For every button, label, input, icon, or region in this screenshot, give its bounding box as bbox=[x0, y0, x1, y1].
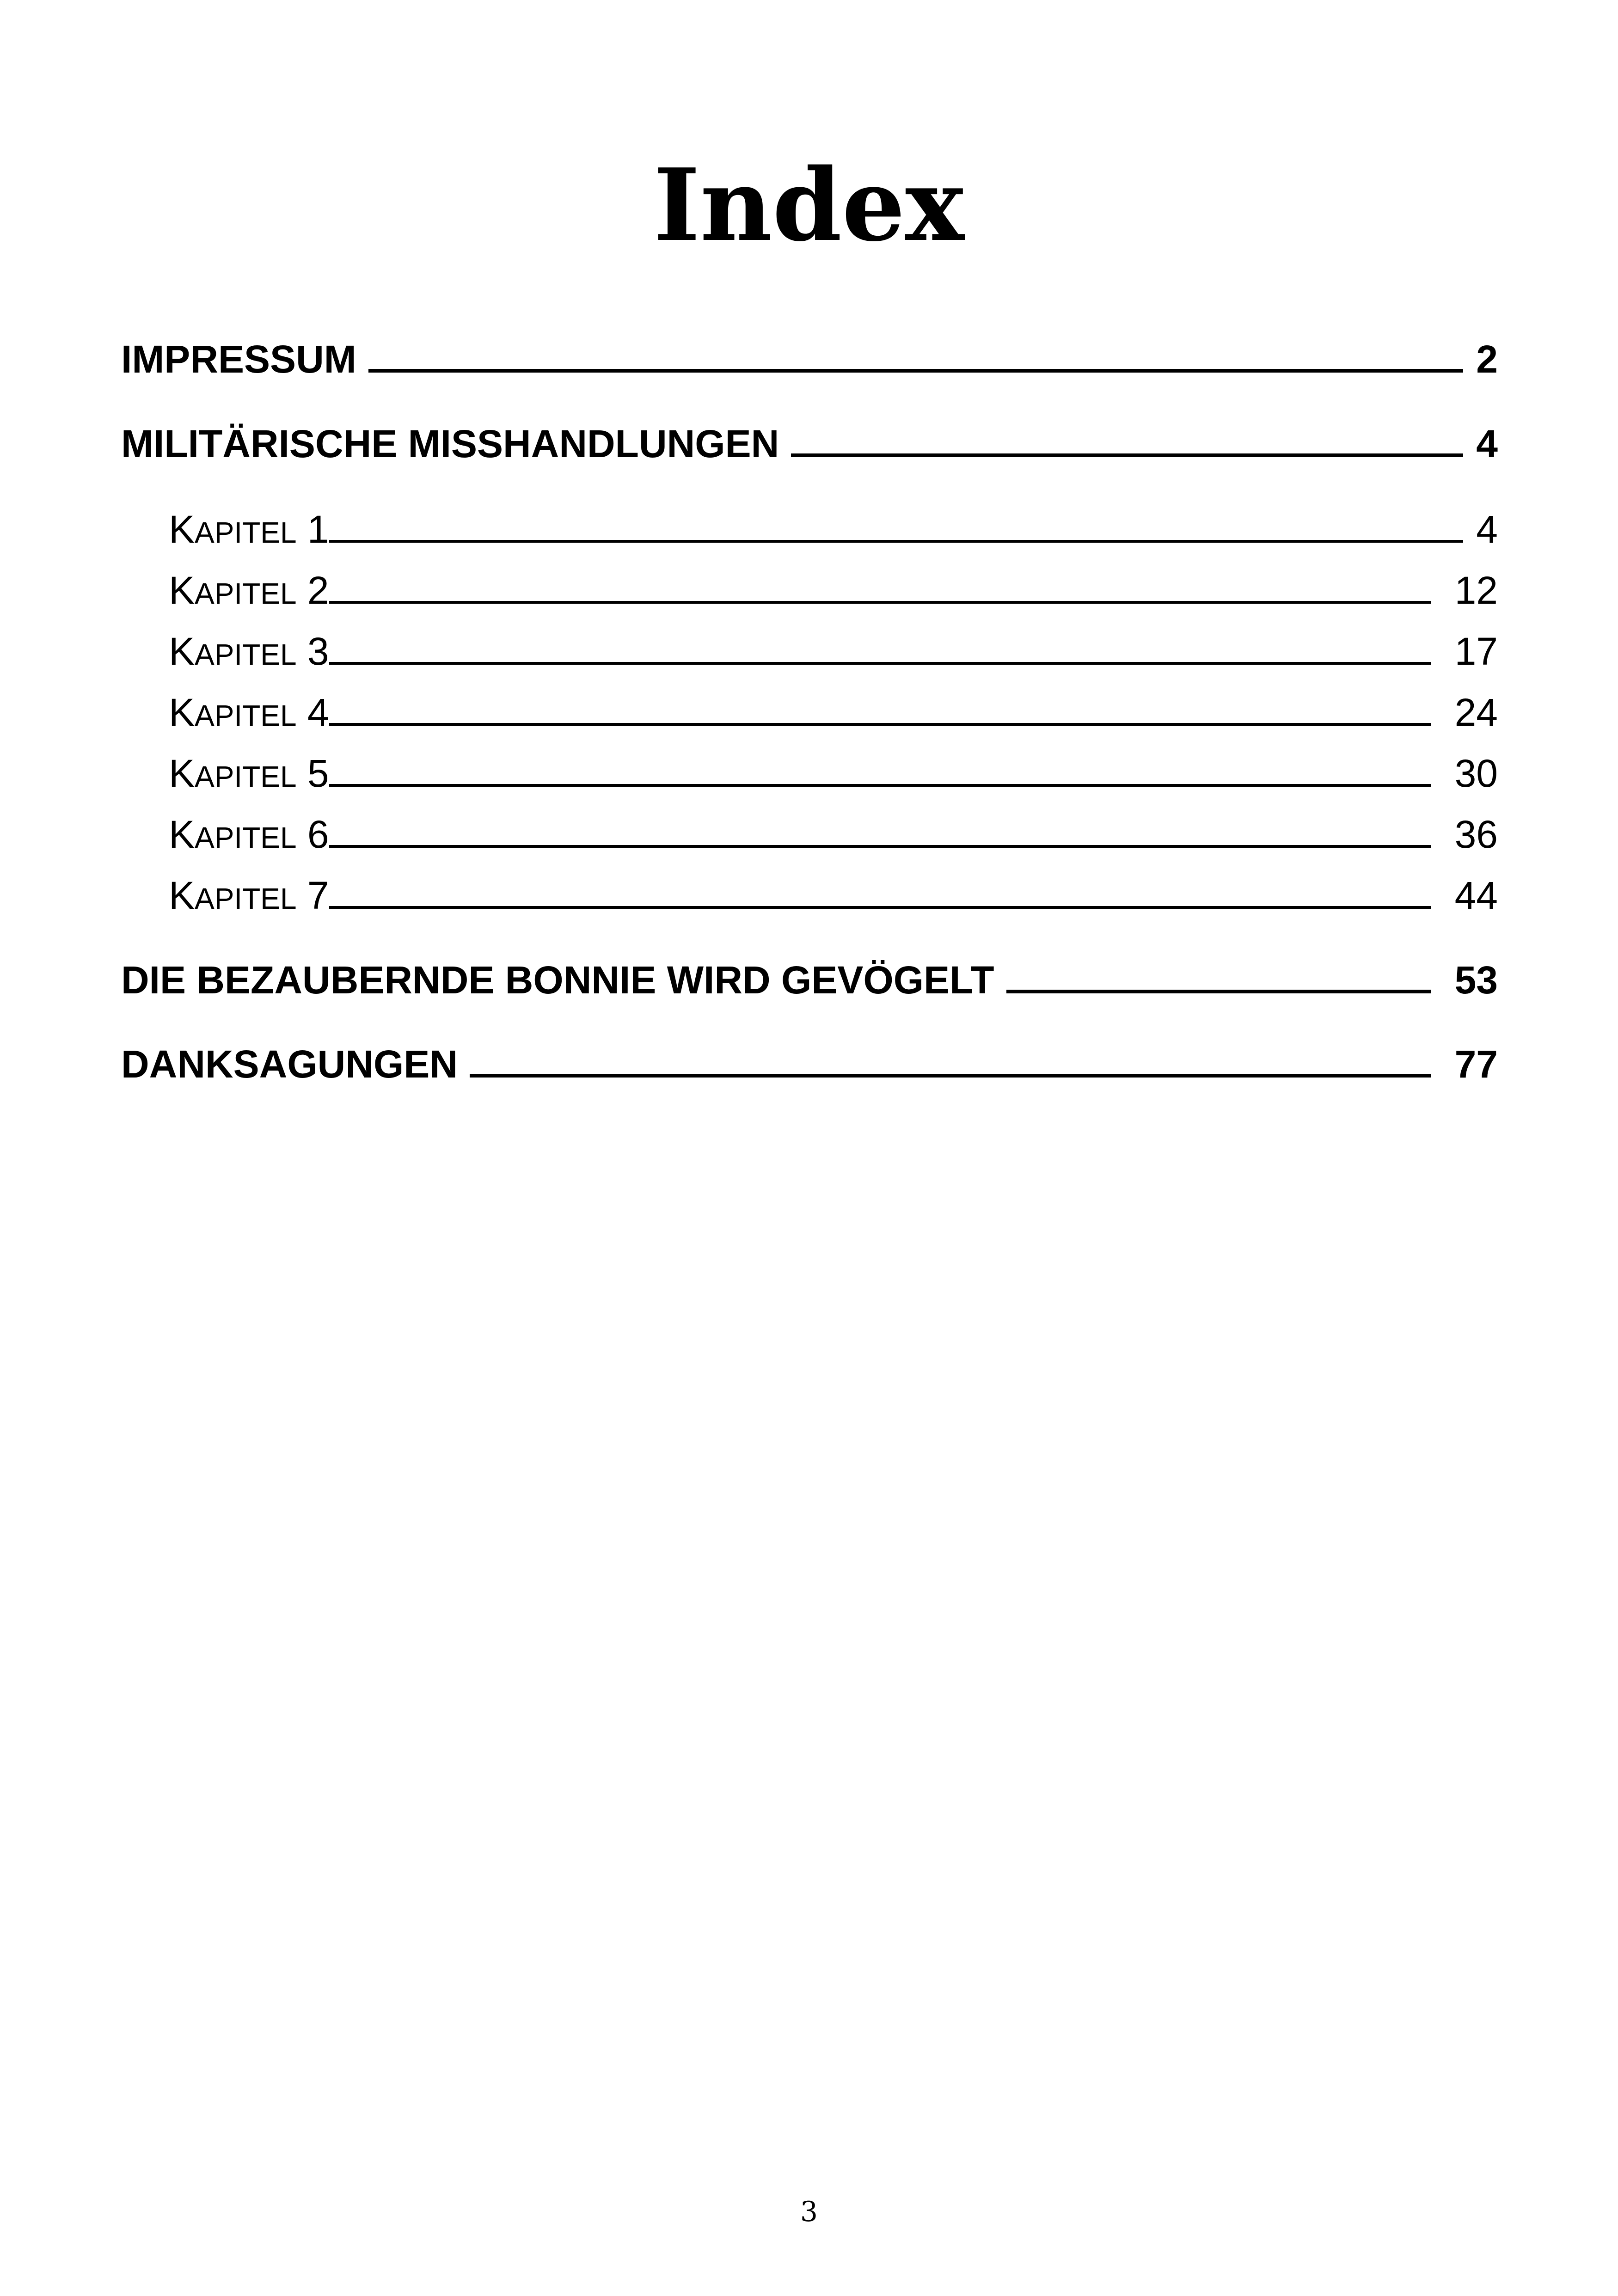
toc-chapter-label: KAPITEL 6 bbox=[169, 813, 329, 856]
toc-chapter-2[interactable] bbox=[169, 565, 1498, 619]
toc-leader-line bbox=[329, 845, 1431, 848]
toc-chapter-3[interactable] bbox=[169, 626, 1498, 680]
toc-leader-line bbox=[470, 1074, 1431, 1078]
toc-chapter-label: KAPITEL 5 bbox=[169, 752, 329, 795]
toc-chapter-page: 24 bbox=[1454, 691, 1498, 734]
toc-chapter-page: 4 bbox=[1476, 508, 1498, 551]
toc-leader-line bbox=[368, 369, 1463, 373]
toc-chapter-6[interactable] bbox=[169, 809, 1498, 863]
toc-leader-line bbox=[329, 662, 1431, 665]
toc-entry-page: 4 bbox=[1476, 422, 1498, 465]
toc-leader-line bbox=[329, 540, 1463, 543]
toc-entry-page: 53 bbox=[1454, 958, 1498, 1002]
page-title: Index bbox=[653, 147, 965, 264]
toc-entry-page: 77 bbox=[1454, 1042, 1498, 1086]
toc-chapter-label: KAPITEL 1 bbox=[169, 508, 329, 551]
toc-entry-impressum[interactable] bbox=[121, 334, 1498, 385]
toc-chapter-4[interactable] bbox=[169, 687, 1498, 741]
toc-chapter-label: KAPITEL 4 bbox=[169, 691, 329, 734]
toc-chapter-label: KAPITEL 3 bbox=[169, 630, 329, 673]
toc-leader-line bbox=[329, 723, 1431, 726]
toc-leader-line bbox=[329, 601, 1431, 604]
toc-chapter-label: KAPITEL 2 bbox=[169, 569, 329, 612]
toc-chapter-page: 17 bbox=[1454, 630, 1498, 673]
toc-leader-line bbox=[1006, 990, 1431, 993]
toc-chapter-5[interactable] bbox=[169, 748, 1498, 802]
toc-leader-line bbox=[329, 784, 1431, 787]
toc-entry-militaerische-misshandlungen[interactable] bbox=[121, 418, 1498, 469]
toc-chapter-1[interactable] bbox=[169, 504, 1498, 558]
toc-entry-label: MILITÄRISCHE MISSHANDLUNGEN bbox=[121, 422, 779, 465]
toc-entry-danksagungen[interactable] bbox=[121, 1039, 1498, 1090]
toc-entry-label: IMPRESSUM bbox=[121, 337, 356, 381]
toc-chapter-page: 30 bbox=[1454, 752, 1498, 795]
toc-chapter-label: KAPITEL 7 bbox=[169, 874, 329, 917]
toc-leader-line bbox=[791, 453, 1463, 457]
toc-entry-die-bezaubernde-bonnie[interactable] bbox=[121, 955, 1498, 1005]
toc-chapter-7[interactable] bbox=[169, 870, 1498, 924]
page-number-footer: 3 bbox=[800, 2196, 818, 2228]
toc-entry-page: 2 bbox=[1476, 337, 1498, 381]
toc-chapter-page: 12 bbox=[1454, 569, 1498, 612]
toc-chapter-page: 44 bbox=[1454, 874, 1498, 917]
toc-leader-line bbox=[329, 906, 1431, 909]
toc-entry-label: DIE BEZAUBERNDE BONNIE WIRD GEVÖGELT bbox=[121, 958, 994, 1002]
toc-chapter-page: 36 bbox=[1454, 813, 1498, 856]
toc-entry-label: DANKSAGUNGEN bbox=[121, 1042, 458, 1086]
